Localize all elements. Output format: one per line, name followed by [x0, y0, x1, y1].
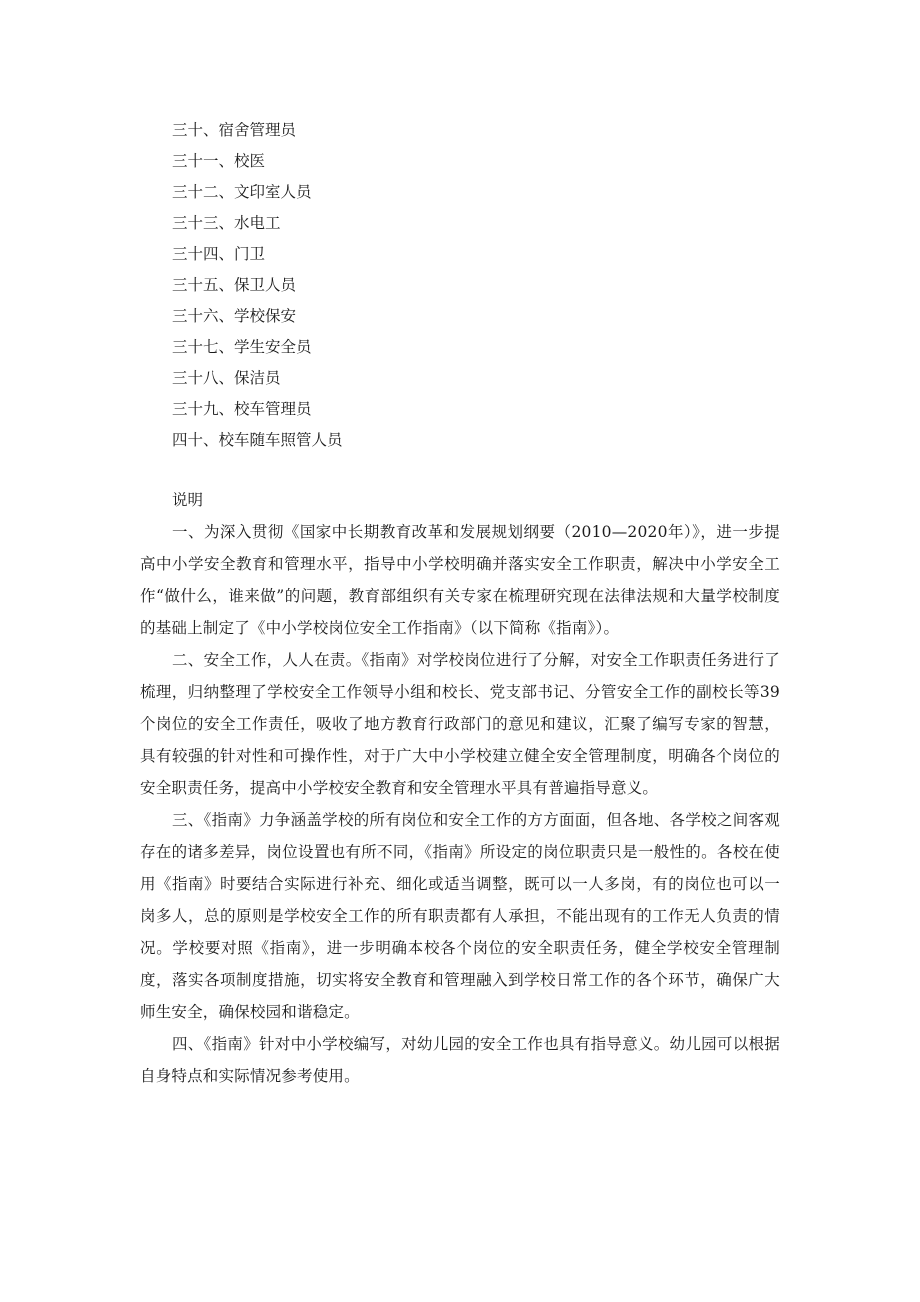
list-item: 三十二、文印室人员 — [172, 183, 312, 201]
list-item: 三十八、保洁员 — [172, 369, 281, 387]
list-item: 四十、校车随车照管人员 — [172, 431, 343, 449]
list-item: 三十六、学校保安 — [172, 307, 297, 325]
list-item: 三十九、校车管理员 — [172, 400, 312, 418]
notes-paragraph-2: 二、安全工作，人人在责。《指南》对学校岗位进行了分解，对安全工作职责任务进行了梳理，归纳整理了学校安全工作领导小组和校长、党支部书记、分管安全工作的副校长等39个岗位的安全工作责任，吸收了地方教育行政部门的意见和建议，汇聚了编写专家的智慧，具有较强的针对性和可操作性，对于广大中小学校建立健全安全管理制度，明确各个岗位的安全职责任务，提高中小学校安全教育和安全管理水平具有普遍指导意义。 — [140, 651, 780, 797]
notes-paragraph-4: 四、《指南》针对中小学校编写，对幼儿园的安全工作也具有指导意义。幼儿园可以根据自身特点和实际情况参考使用。 — [140, 1035, 780, 1085]
list-item: 三十五、保卫人员 — [172, 276, 297, 294]
list-item: 三十四、门卫 — [172, 245, 266, 263]
notes-section — [140, 484, 780, 1092]
list-item: 三十七、学生安全员 — [172, 338, 312, 356]
notes-paragraph-3: 三、《指南》力争涵盖学校的所有岗位和安全工作的方方面面，但各地、各学校之间客观存在的诸多差异，岗位设置也有所不同，《指南》所设定的岗位职责只是一般性的。各校在使用《指南》时要结合实际进行补充、细化或适当调整，既可以一人多岗，有的岗位也可以一岗多人，总的原则是学校安全工作的所有职责都有人承担，不能出现有的工作无人负责的情况。学校要对照《指南》，进一步明确本校各个岗位的安全职责任务，健全学校安全管理制度，落实各项制度措施，切实将安全教育和管理融入到学校日常工作的各个环节，确保广大师生安全，确保校园和谐稳定。 — [140, 811, 780, 1021]
notes-heading: 说明 — [172, 491, 204, 509]
notes-paragraph-1: 一、为深入贯彻《国家中长期教育改革和发展规划纲要（2010—2020年）》，进一步提高中小学安全教育和管理水平，指导中小学校明确并落实安全工作职责，解决中小学安全工作“做什么，谁来做”的问题，教育部组织有关专家在梳理研究现在法律法规和大量学校制度的基础上制定了《中小学校岗位安全工作指南》（以下简称《指南》）。 — [140, 523, 780, 637]
position-list — [172, 115, 343, 456]
list-item: 三十三、水电工 — [172, 214, 281, 232]
list-item: 三十一、校医 — [172, 152, 266, 170]
list-item: 三十、宿舍管理员 — [172, 121, 297, 139]
